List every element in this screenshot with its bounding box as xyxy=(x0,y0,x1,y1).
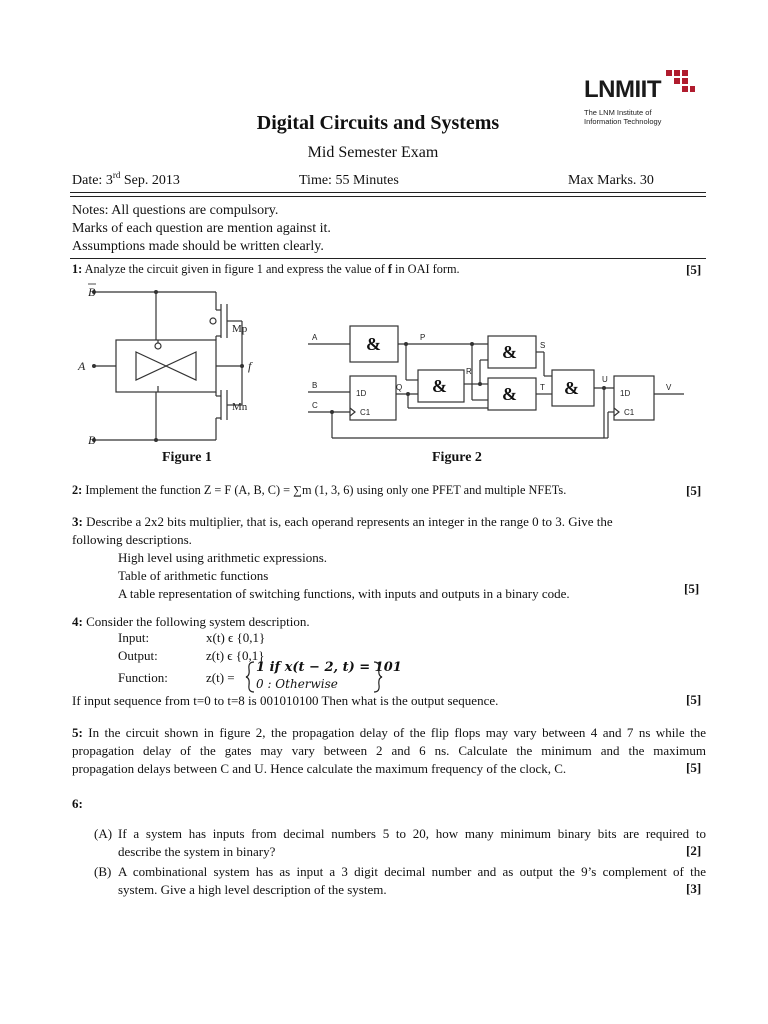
q4-function-label: Function: xyxy=(118,670,168,685)
note-line: Marks of each question are mention against it. xyxy=(72,221,331,236)
exam-title: Digital Circuits and Systems xyxy=(256,112,500,134)
figure-1-transistor-circuit xyxy=(76,280,276,448)
q4-output-value: z(t) ϵ {0,1} xyxy=(206,648,265,663)
fig2-sig-q: Q xyxy=(396,383,403,392)
q4-case-1: 1 if x(t − 2, t) = 101 xyxy=(256,660,402,675)
q4-case-2: 0 : Otherwise xyxy=(256,677,338,691)
fig2-sig-r: R xyxy=(466,367,472,376)
exam-date xyxy=(72,170,180,189)
logo-squares-icon xyxy=(666,70,696,100)
q4-input-value: x(t) ϵ {0,1} xyxy=(206,630,266,645)
notes-rule xyxy=(70,258,706,259)
fig2-sig-v: V xyxy=(666,383,672,392)
fig2-ff1-c: C1 xyxy=(360,408,371,417)
q6-b-marks: [3] xyxy=(686,881,702,896)
question-3-marks: [5] xyxy=(684,581,700,596)
fig2-and-gate-5: & xyxy=(564,378,579,398)
logo-name: LNMIIT xyxy=(584,76,661,103)
q1-text-a: Analyze the circuit given in figure 1 and express the value of xyxy=(82,262,388,276)
q1-text-bold: f xyxy=(387,262,392,276)
question-2 xyxy=(72,483,672,498)
note-line: Notes: All questions are compulsory. xyxy=(72,203,279,218)
fig2-in-a: A xyxy=(312,333,318,342)
fig1-label-f: f xyxy=(248,359,252,373)
fig2-sig-p: P xyxy=(420,333,426,342)
q3-line2: following descriptions. xyxy=(72,532,192,547)
exam-subtitle: Mid Semester Exam xyxy=(307,144,439,161)
q3-item: High level using arithmetic expressions. xyxy=(118,550,328,565)
q4-function-lhs: z(t) = xyxy=(206,670,235,685)
q4-last: If input sequence from t=0 to t=8 is 001010100 Then what is the output sequence. xyxy=(72,693,499,708)
figure-2-logic-circuit xyxy=(308,318,692,444)
fig1-label-bbar: B xyxy=(88,285,96,299)
fig2-ff1-d: 1D xyxy=(356,389,367,398)
question-6 xyxy=(72,795,83,813)
q6-a-marks: [2] xyxy=(686,843,702,858)
note-line: Assumptions made should be written clearly. xyxy=(72,239,324,254)
q6-b-label: (B) xyxy=(94,864,112,879)
fig1-label-mp: Mp xyxy=(232,323,248,335)
exam-max-marks: Max Marks. 30 xyxy=(568,173,654,188)
q5-line3: propagation delays between C and U. Hence calculate the maximum frequency of the clock, C. xyxy=(72,761,567,776)
question-5-marks: [5] xyxy=(686,760,702,775)
fig2-sig-u: U xyxy=(602,375,608,384)
fig1-label-b: B xyxy=(88,433,96,447)
q4-intro: Consider the following system description. xyxy=(82,614,310,629)
q6-b-line1: A combinational system has as input a 3 digit decimal number and as output the 9’s complement of the xyxy=(118,864,706,879)
figure-1-caption: Figure 1 xyxy=(162,450,212,465)
fig2-and-gate-1: & xyxy=(366,334,381,354)
question-number: 6: xyxy=(72,796,83,811)
question-4 xyxy=(72,613,712,631)
q4-output-label: Output: xyxy=(118,648,158,663)
question-1 xyxy=(72,262,632,277)
figure-2-caption: Figure 2 xyxy=(432,450,482,465)
fig2-and-gate-4: & xyxy=(502,384,517,404)
question-number: 1: xyxy=(72,262,83,276)
question-1-marks: [5] xyxy=(686,262,702,277)
question-5 xyxy=(72,724,706,778)
question-number: 3: xyxy=(72,514,83,529)
fig2-and-gate-2: & xyxy=(502,342,517,362)
question-3 xyxy=(72,513,712,603)
question-number: 2: xyxy=(72,483,83,497)
question-number: 5: xyxy=(72,725,83,740)
fig2-and-gate-3: & xyxy=(432,376,447,396)
q1-text-b: in OAI form. xyxy=(391,262,460,276)
date-sup: rd xyxy=(112,170,121,180)
fig2-in-b: B xyxy=(312,381,318,390)
fig2-sig-s: S xyxy=(540,341,546,350)
logo-line2: Information Technology xyxy=(584,117,662,126)
question-4-marks: [5] xyxy=(686,692,702,707)
fig2-ff2-c: C1 xyxy=(624,408,635,417)
q3-item: Table of arithmetic functions xyxy=(118,568,269,583)
q2-text: Implement the function Z = F (A, B, C) = ∑m (1, 3, 6) using only one PFET and multiple NFETs. xyxy=(82,483,567,497)
q5-line1: 5: In the circuit shown in figure 2, the propagation delay of the flip flops may vary between 4 and 7 ns while the xyxy=(72,725,706,740)
q3-item: A table representation of switching functions, with inputs and outputs in a binary code. xyxy=(118,586,570,601)
header-rule-top xyxy=(70,192,706,193)
q3-line1: 3: Describe a 2x2 bits multiplier, that is, each operand represents an integer in the range 0 to 3. Give the xyxy=(72,514,613,529)
logo-line1: The LNM Institute of xyxy=(584,108,652,117)
fig1-label-mn: Mn xyxy=(232,401,248,413)
q6-b-line2: system. Give a high level description of the system. xyxy=(118,882,387,897)
date-rest: Sep. 2013 xyxy=(120,173,180,188)
exam-time: Time: 55 Minutes xyxy=(299,173,399,188)
q6-a-line2: describe the system in binary? xyxy=(118,844,276,859)
q6-a-label: (A) xyxy=(94,826,113,841)
header-rule-bottom xyxy=(70,196,706,197)
q6-a-line1: If a system has inputs from decimal numbers 5 to 20, how many minimum binary bits are required to xyxy=(118,826,706,841)
question-number: 4: xyxy=(72,614,83,629)
fig2-sig-t: T xyxy=(540,383,545,392)
fig2-in-c: C xyxy=(312,401,318,410)
date-label: Date: 3 xyxy=(72,173,113,188)
q4-brace-right-icon xyxy=(372,660,384,694)
q4-brace-icon xyxy=(244,660,256,694)
q4-input-label: Input: xyxy=(118,630,150,645)
question-2-marks: [5] xyxy=(686,483,702,498)
fig1-label-a: A xyxy=(78,359,86,373)
fig2-ff2-d: 1D xyxy=(620,389,631,398)
q5-line2: propagation delay of the gates may vary between 2 and 6 ns. Calculate the minimum and the maximum xyxy=(72,743,706,758)
